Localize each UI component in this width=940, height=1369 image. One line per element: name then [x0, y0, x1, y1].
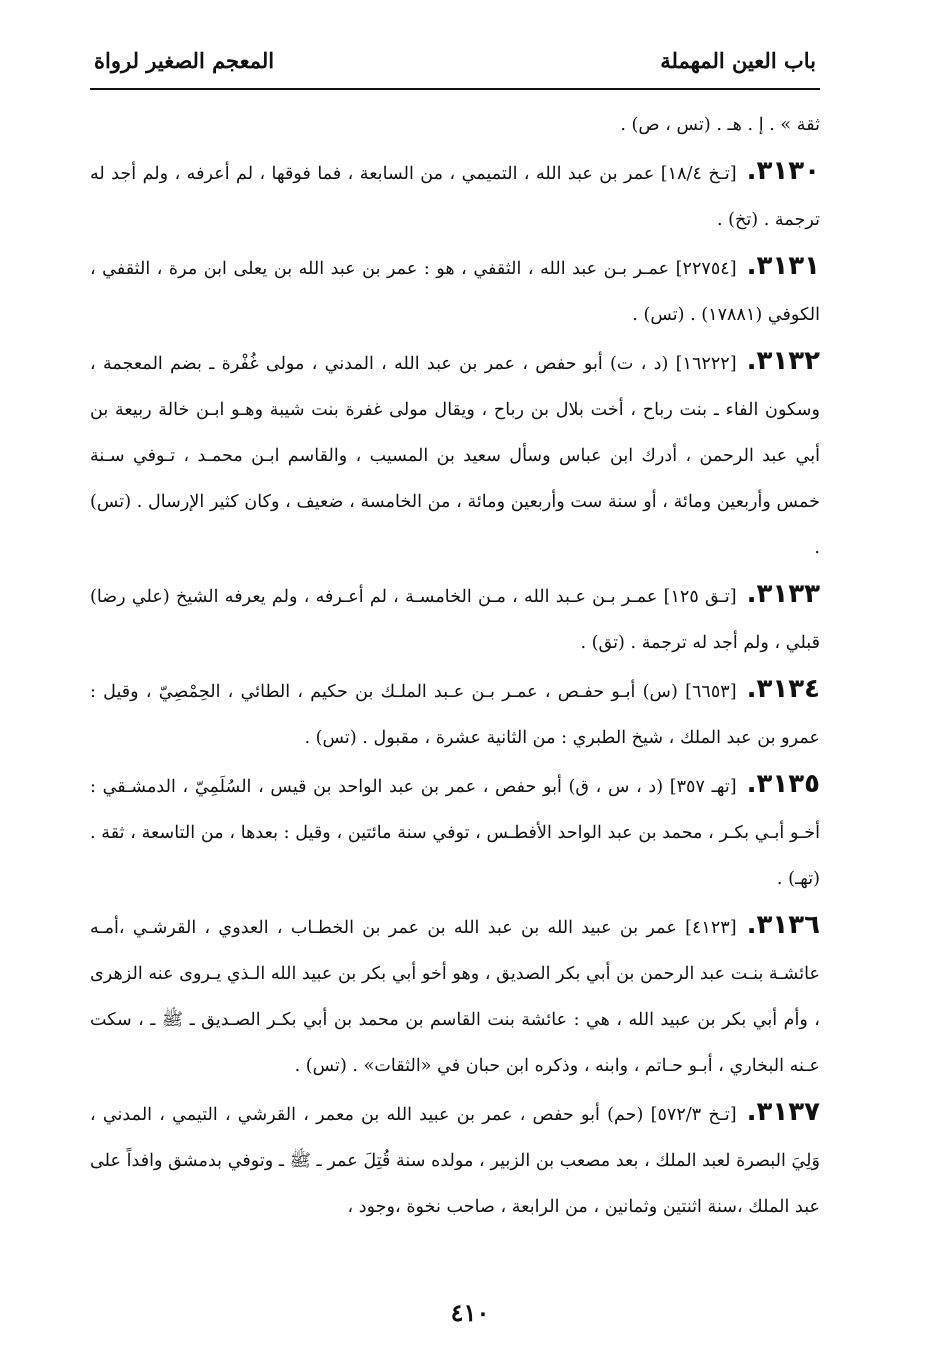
- entry-number: ٣١٣١.: [746, 251, 820, 281]
- page-number: ٤١٠: [450, 1298, 490, 1327]
- entry-text: [٦٦٥٣] (س) أبـو حفـص ، عمـر بـن عـبد الملـك بن حكيم ، الطائي ، الحِمْصِيّ ، وقيل : عمرو بن عبد الملك ، شيخ الطبري : من الثانية عشرة ، مقبول . (تس) .: [90, 682, 820, 748]
- continuation-line: ثقة » . إ . هـ . (تس ، ص) .: [620, 115, 820, 135]
- entry-3130: [90, 148, 820, 243]
- entry-3131: [90, 243, 820, 338]
- entry-text: [تـخ ٥٧٢/٣] (حم) أبو حفص ، عمر بن عبيد الله بن معمر ، القرشي ، التيمي ، المدني ، وَلِيَ البصرة لعبد الملك ، بعد مصعب بن الزبير ، مولده سنة قُتِلَ عمر ـ ﷺ ـ وتوفي بدمشق وافداً على عبد الملك ،سنة اثنتين وثمانين ، من الرابعة ، صاحب نخوة ،وجود ،: [90, 1105, 820, 1217]
- entry-3135: [90, 761, 820, 902]
- header-chapter-title: باب العين المهملة: [660, 48, 816, 73]
- entry-3132: [90, 338, 820, 571]
- page-body: [90, 102, 820, 1230]
- entry-number: ٣١٣٤.: [746, 674, 820, 704]
- entry-text: [تـق ١٢٥] عمـر بـن عـبد الله ، مـن الخامسـة ، لم أعـرفه ، ولم يعرفه الشيخ (علي رضا) قبلي ، ولم أجد له ترجمة . (تق) .: [90, 587, 820, 653]
- entry-number: ٣١٣٢.: [746, 346, 820, 376]
- entry-number: ٣١٣٠.: [746, 156, 820, 186]
- entry-number: ٣١٣٦.: [746, 910, 820, 940]
- entry-text: [تـخ ١٨/٤] عمر بن عبد الله ، التميمي ، من السابعة ، فما فوقها ، لم أعرفه ، ولم أجد له ترجمة . (تخ) .: [90, 164, 820, 230]
- entry-3137: [90, 1089, 820, 1230]
- header-book-title: المعجم الصغير لرواة: [94, 48, 275, 73]
- entry-text: [٤١٢٣] عمر بن عبيد الله بن عبد الله بن عمر بن الخطـاب ، العدوي ، القرشـي ،أمـه عائشـة بنـت عبد الرحمن بن أبي بكر الصديق ، وهو أخو أبي بكر بن عبيد الله الـذي يـروى عنه الزهرى ، وأم أبي بكر بن عبيد الله ، هي : عائشة بنت القاسم بن محمد بن أبي بكـر الصـديق ـ ﷺ ـ ، سكت عـنه البخاري ، أبـو حـاتم ، وابنه ، وذكره ابن حبان في «الثقات» . (تس) .: [90, 918, 820, 1076]
- entry-text: [تهـ ٣٥٧] (د ، س ، ق) أبو حفص ، عمر بن عبد الواحد بن قيس ، السُلَمِيّ ، الدمشـقي : أخـو أبـي بكـر ، محمد بن عبد الواحد الأفطـس ، توفي سنة مائتين ، وقيل : بعدها ، من التاسعة ، ثقة . (تهـ) .: [90, 777, 820, 889]
- page-header: [90, 42, 820, 90]
- entry-number: ٣١٣٧.: [746, 1097, 820, 1127]
- entry-3133: [90, 571, 820, 666]
- entry-text: [١٦٢٢٢] (د ، ت) أبو حفص ، عمر بن عبد الله ، المدني ، مولى غُفْرة ـ بضم المعجمة ، وسكون الفاء ـ بنت رباح ، أخت بلال بن رباح ، ويقال مولى غفرة بنت شيبة وهـو ابـن خالة ربيعة بن أبي عبد الرحمن ، أدرك ابن عباس وسأل سعيد بن المسيب ، والقاسم ابـن محمـد ، تـوفي سـنة خمس وأربعين ومائة ، أو سنة ست وأربعين ومائة ، من الخامسة ، ضعيف ، وكان كثير الإرسال . (تس) .: [90, 354, 820, 558]
- entry-number: ٣١٣٥.: [746, 769, 820, 799]
- entry-3134: [90, 666, 820, 761]
- entry-number: ٣١٣٣.: [746, 579, 820, 609]
- entry-3136: [90, 902, 820, 1089]
- entry-text: [٢٢٧٥٤] عمـر بـن عبد الله ، الثقفي ، هو : عمر بن عبد الله بن يعلى ابن مرة ، الثقفي ، الكوفي (١٧٨٨١) . (تس) .: [90, 259, 820, 325]
